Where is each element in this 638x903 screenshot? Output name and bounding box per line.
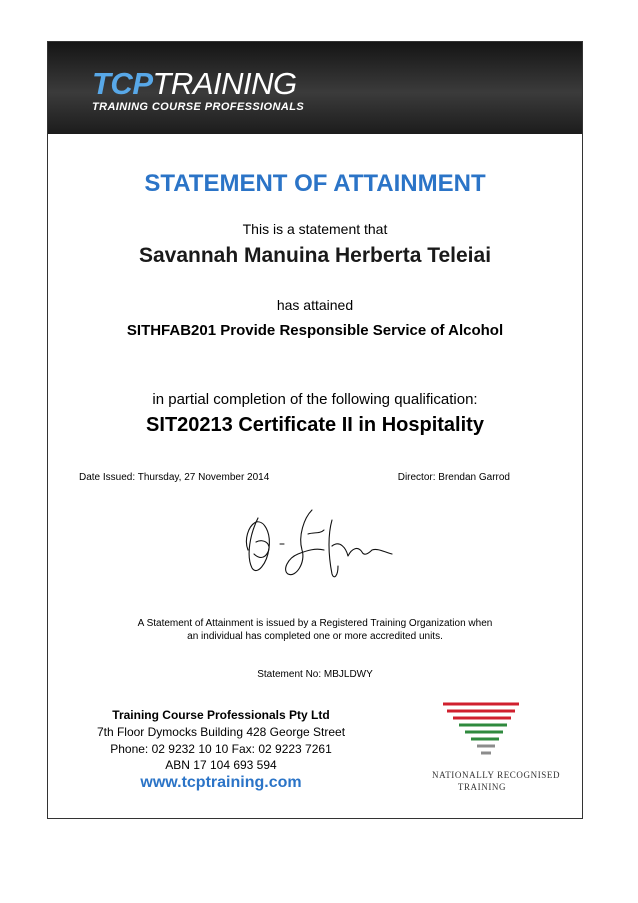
attained-text: has attained [276,297,354,313]
company-website-link[interactable]: www.tcptraining.com [140,774,302,791]
header-banner [48,42,582,134]
intro-text: This is a statement that [242,221,388,237]
tcp-training-logo [92,68,297,99]
certificate [47,41,583,819]
company-phone: Phone: 02 9232 10 10 Fax: 02 9223 7261 [110,742,332,756]
nrt-logo-text [432,769,561,793]
recipient-name: Savannah Manuina Herberta Teleiai [138,244,492,267]
partial-completion-text: in partial completion of the following qualification: [152,391,478,408]
note-line-1: A Statement of Attainment is issued by a Registered Training Organization when [137,618,493,629]
date-issued: Date Issued: Thursday, 27 November 2014 [79,472,270,483]
director-name: Director: Brendan Garrod [397,472,510,483]
nrt-line-2: TRAINING [457,782,507,792]
statement-number: Statement No: MBJLDWY [257,669,373,680]
qualification-title: SIT20213 Certificate II in Hospitality [146,414,484,436]
logo-tagline: TRAINING COURSE PROFESSIONALS [92,101,305,113]
logo-primary-text: TCP [92,66,153,101]
note-line-2: an individual has completed one or more accredited units. [187,631,443,642]
unit-of-competency: SITHFAB201 Provide Responsible Service of Alcohol [126,322,504,339]
signature [236,504,396,584]
company-address: 7th Floor Dymocks Building 428 George Street [96,725,346,739]
certificate-title: STATEMENT OF ATTAINMENT [144,170,486,197]
company-name: Training Course Professionals Pty Ltd [112,708,330,722]
logo-secondary-text: TRAINING [152,66,297,101]
company-abn: ABN 17 104 693 594 [165,758,277,772]
nationally-recognised-training-logo [441,700,521,756]
nrt-line-1: NATIONALLY RECOGNISED [432,770,561,780]
